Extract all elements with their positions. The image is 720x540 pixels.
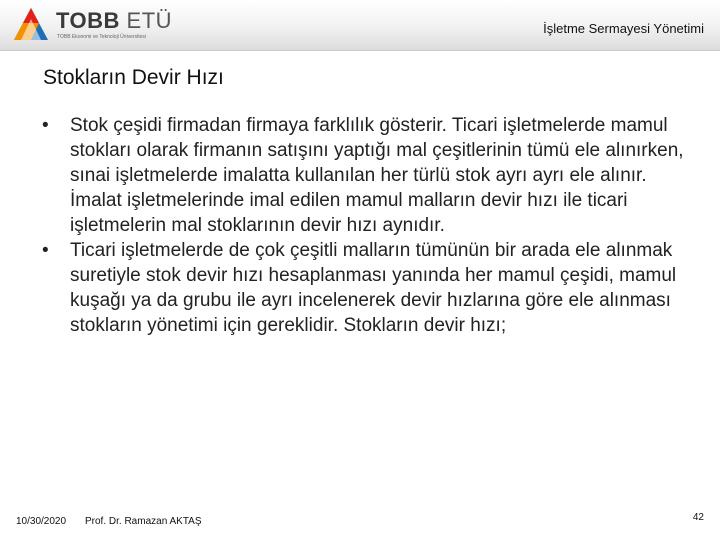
bullet-text: Ticari işletmelerde de çok çeşitli malların tümünün bir arada ele alınmak suretiyle stok devir hızı hesaplanması yanında her mamul çeşidi, mamul kuşağı ya da grubu ile ayrı incelenerek devir hızlarına göre ele alınması stokların yönetimi için gereklidir. Stokların devir hızı; xyxy=(70,240,677,336)
bullet-icon: • xyxy=(42,115,49,136)
tobb-etu-logo-icon xyxy=(12,7,50,43)
presentation-title: İşletme Sermayesi Yönetimi xyxy=(543,21,704,36)
bullet-item xyxy=(32,238,697,338)
bullet-text: Stok çeşidi firmadan firmaya farklılık gösterir. Ticari işletmelerde mamul stokları olarak firmanın satışını yaptığı mal çeşitlerinin tümü ele alınırken, sınai işletmelerde imalatta kullanılan her türlü stok ayrı ayrı ele alınır. İmalat işletmelerinde imal edilen mamul malların devir hızı ile ticari işletmelerin mal stoklarının devir hızı aynıdır. xyxy=(70,115,684,236)
slide-title: Stokların Devir Hızı xyxy=(43,66,224,89)
university-logo xyxy=(12,5,202,45)
footer-date: 10/30/2020 xyxy=(16,516,67,527)
logo-subtitle: TOBB Ekonomi ve Teknoloji Üniversitesi xyxy=(57,34,147,40)
page-number: 42 xyxy=(692,512,704,523)
footer-author: Prof. Dr. Ramazan AKTAŞ xyxy=(85,516,202,527)
bullet-icon: • xyxy=(42,240,49,261)
bullet-list xyxy=(32,113,697,338)
bullet-item xyxy=(32,113,697,238)
slide-header xyxy=(0,0,720,51)
logo-wordmark: TOBB ETÜ xyxy=(56,8,173,33)
